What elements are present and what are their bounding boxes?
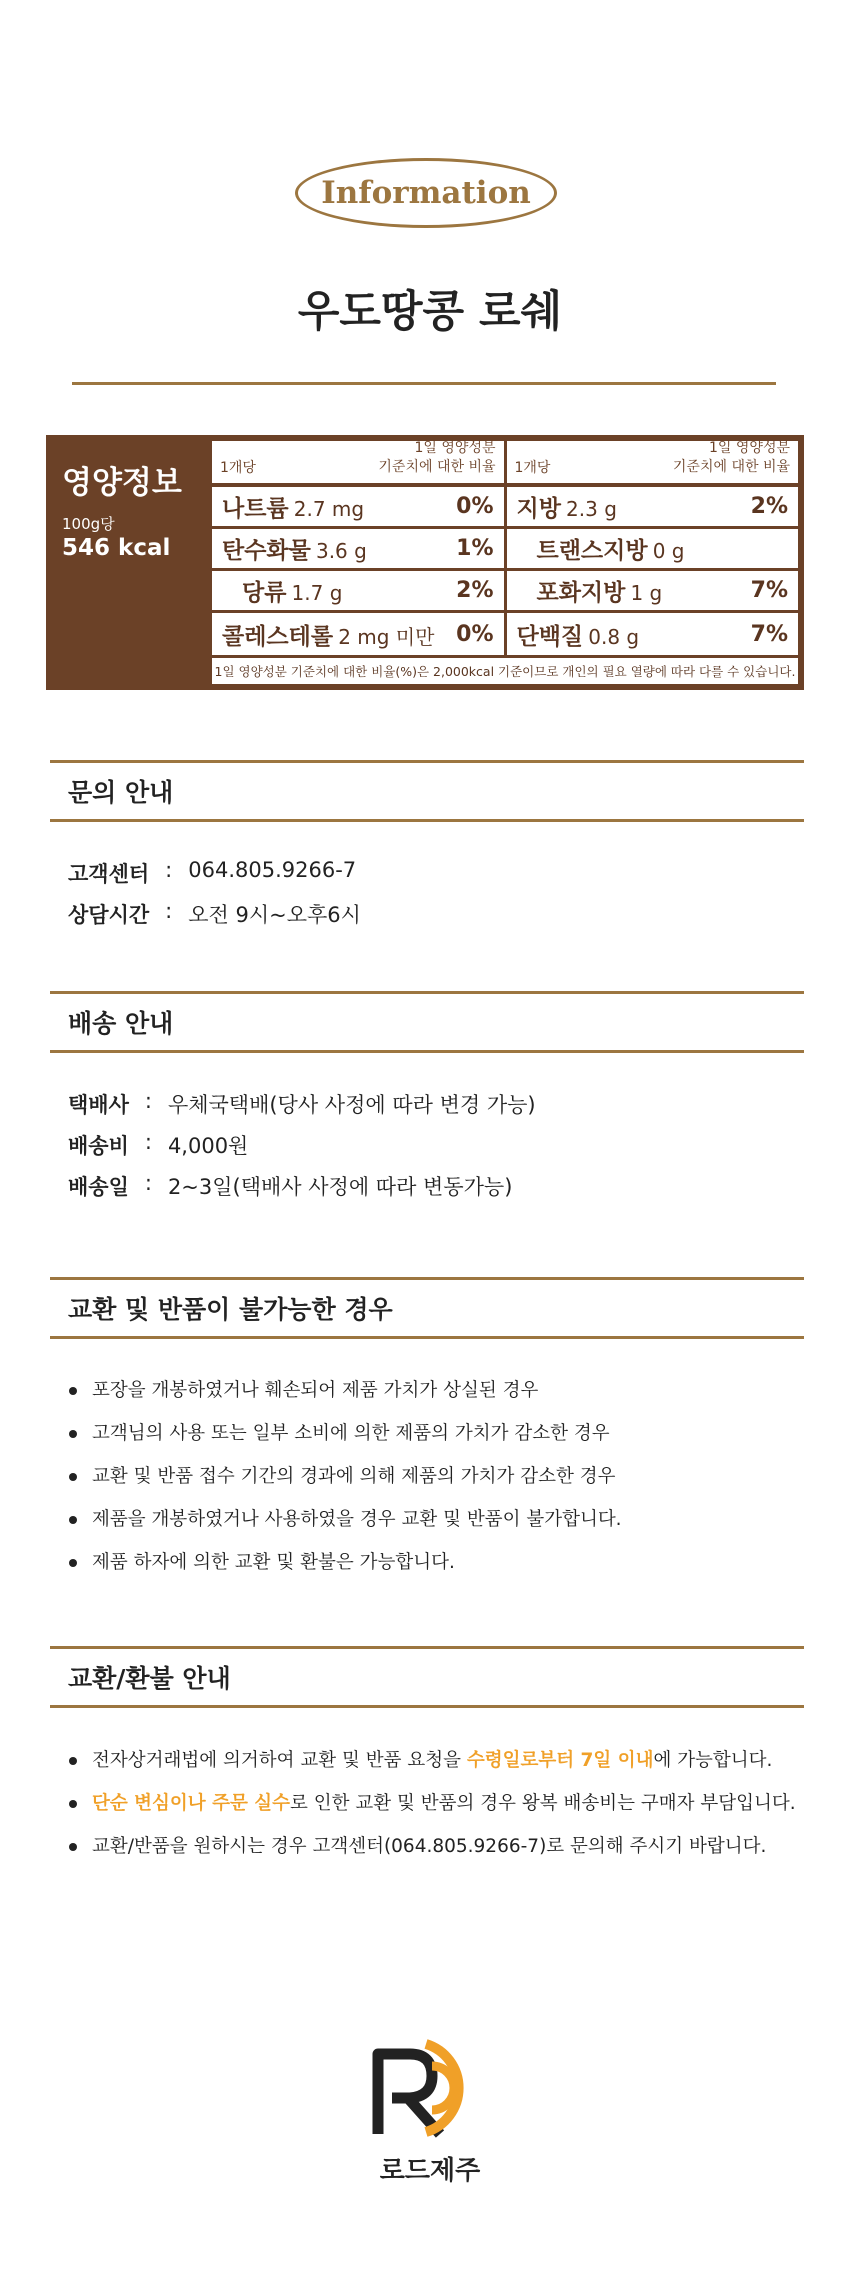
nutrition-heading: 영양정보 <box>62 465 182 501</box>
list-item: 제품을 개봉하였거나 사용하였을 경우 교환 및 반품이 불가합니다. <box>68 1507 622 1550</box>
refund-list <box>68 1748 796 1877</box>
nutrition-column-right <box>504 441 799 655</box>
nutrition-serving: 100g당 <box>62 515 115 533</box>
list-item: 교환/반품을 원하시는 경우 고객센터(064.805.9266-7)로 문의해 주시기 바랍니다. <box>68 1834 796 1877</box>
brand-name: 로드제주 <box>379 2156 481 2186</box>
list-item: 제품 하자에 의한 교환 및 환불은 가능합니다. <box>68 1550 622 1593</box>
nutrition-row-cholesterol: 콜레스테롤 2 mg 미만 0% <box>222 621 494 650</box>
list-item: 단순 변심이나 주문 실수로 인한 교환 및 반품의 경우 왕복 배송비는 구매자 부담입니다. <box>68 1791 796 1834</box>
list-item: 교환 및 반품 접수 기간의 경과에 의해 제품의 가치가 감소한 경우 <box>68 1464 622 1507</box>
title-divider <box>72 382 776 385</box>
nutrition-summary <box>46 435 206 690</box>
nutrition-facts-panel <box>46 435 804 690</box>
nutrition-row-trans-fat: 트랜스지방 0 g <box>507 529 799 571</box>
inquiry-row-customer-center: 고객센터 : 064.805.9266-7 <box>68 858 357 886</box>
information-badge <box>295 158 557 228</box>
no-return-list <box>68 1378 622 1593</box>
nutrition-row-saturated-fat: 포화지방 1 g 7% <box>507 571 799 613</box>
section-title-shipping: 배송 안내 <box>50 991 804 1053</box>
nutrition-column-header: 1개당 1일 영양성분 기준치에 대한 비율 <box>212 441 504 487</box>
section-title-inquiry: 문의 안내 <box>50 760 804 822</box>
shipping-row-fee: 배송비 : 4,000원 <box>68 1130 249 1158</box>
inquiry-row-hours: 상담시간 : 오전 9시~오후6시 <box>68 899 361 927</box>
list-item: 포장을 개봉하였거나 훼손되어 제품 가치가 상실된 경우 <box>68 1378 622 1421</box>
highlight-text: 단순 변심이나 주문 실수 <box>92 1793 291 1814</box>
list-item: 고객님의 사용 또는 일부 소비에 의한 제품의 가치가 감소한 경우 <box>68 1421 622 1464</box>
information-badge-text: Information <box>321 175 531 211</box>
section-title-refund: 교환/환불 안내 <box>50 1646 804 1708</box>
shipping-row-days: 배송일 : 2~3일(택배사 사정에 따라 변동가능) <box>68 1171 513 1199</box>
nutrition-row-fat: 지방 2.3 g 2% <box>507 487 799 529</box>
rd-logo-icon <box>370 2038 496 2138</box>
nutrition-calories: 546 kcal <box>62 535 171 561</box>
nutrition-table <box>212 441 798 684</box>
nutrition-row-protein: 단백질 0.8 g 7% <box>516 621 788 650</box>
nutrition-column-left <box>212 441 504 655</box>
shipping-row-courier: 택배사 : 우체국택배(당사 사정에 따라 변경 가능) <box>68 1089 536 1117</box>
nutrition-footnote: 1일 영양성분 기준치에 대한 비율(%)은 2,000kcal 기준이므로 개인의 필요 열량에 따라 다를 수 있습니다. <box>212 655 798 684</box>
section-title-no-return: 교환 및 반품이 불가능한 경우 <box>50 1277 804 1339</box>
nutrition-row-sodium: 나트륨 2.7 mg 0% <box>212 487 504 529</box>
nutrition-row-carbs: 탄수화물 3.6 g 1% <box>212 529 504 571</box>
nutrition-column-header: 1개당 1일 영양성분 기준치에 대한 비율 <box>507 441 799 487</box>
list-item: 전자상거래법에 의거하여 교환 및 반품 요청을 수령일로부터 7일 이내에 가능합니다. <box>68 1748 796 1791</box>
product-title: 우도땅콩 로쉐 <box>297 287 563 337</box>
highlight-text: 수령일로부터 7일 이내 <box>466 1750 654 1771</box>
nutrition-row-sugar: 당류 1.7 g 2% <box>212 571 504 613</box>
